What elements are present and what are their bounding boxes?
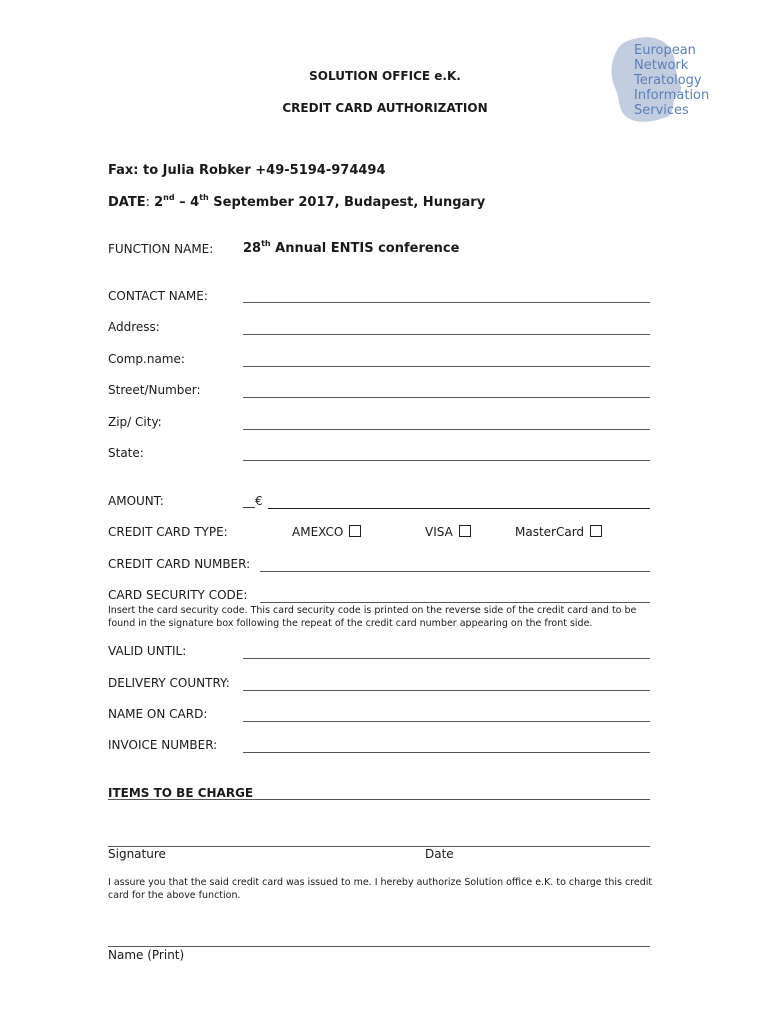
date-label: DATE [108,195,146,210]
amount-label: AMOUNT: [108,494,164,508]
contact-name-field[interactable] [243,302,650,303]
name-print-label: Name (Print) [108,948,185,962]
amount-field[interactable] [268,508,650,509]
invoice-number-label: INVOICE NUMBER: [108,738,218,752]
address-label: Address: [108,320,160,334]
zip-city-field[interactable] [243,429,650,430]
document-title: CREDIT CARD AUTHORIZATION [282,101,488,115]
name-on-card-label: NAME ON CARD: [108,707,208,721]
date-signature-label: Date [425,847,454,861]
comp-name-label: Comp.name: [108,352,185,366]
visa-label: VISA [425,525,453,539]
date-value: 2nd – 4th September 2017, Budapest, Hungary [154,193,486,210]
card-number-field[interactable] [260,571,650,572]
date-colon: : [145,195,150,210]
card-type-amex[interactable] [292,525,361,539]
logo-line-3: Teratology [634,73,702,88]
visa-checkbox[interactable] [459,525,471,537]
company-name: SOLUTION OFFICE e.K. [309,69,461,83]
amex-label: AMEXCO [292,525,344,539]
card-type-visa[interactable] [425,525,471,539]
logo-line-1: European [634,43,696,58]
function-name-value: 28th Annual ENTIS conference [243,239,460,256]
signature-label: Signature [108,847,166,861]
security-code-label: CARD SECURITY CODE: [108,588,248,602]
contact-name-label: CONTACT NAME: [108,289,208,303]
valid-until-label: VALID UNTIL: [108,644,187,658]
valid-until-field[interactable] [243,658,650,659]
security-code-note: Insert the card security code. This card security code is printed on the reverse side of the credit card and to be found in the signature box following the repeat of the credit card number appearing on the front side. [108,605,637,629]
street-field[interactable] [243,397,650,398]
function-name-label: FUNCTION NAME: [108,242,214,256]
logo-line-2: Network [634,58,689,73]
zip-city-label: Zip/ City: [108,415,162,429]
logo-line-4: Information [634,88,710,103]
comp-name-field[interactable] [243,366,650,367]
date-line [108,195,485,210]
state-label: State: [108,446,144,460]
card-number-label: CREDIT CARD NUMBER: [108,557,251,571]
delivery-country-field[interactable] [243,690,650,691]
street-label: Street/Number: [108,383,201,397]
authorization-statement: I assure you that the said credit card was issued to me. I hereby authorize Solution office e.K. to charge this credit card for the above function. [108,877,653,901]
invoice-number-field[interactable] [243,752,650,753]
name-on-card-field[interactable] [243,721,650,722]
items-heading-underline [108,799,650,800]
signature-field[interactable] [108,846,650,847]
logo-line-5: Services [634,103,689,118]
amex-checkbox[interactable] [349,525,361,537]
delivery-country-label: DELIVERY COUNTRY: [108,676,230,690]
state-field[interactable] [243,460,650,461]
name-print-field[interactable] [108,946,650,947]
mastercard-label: MasterCard [515,525,585,539]
items-heading: ITEMS TO BE CHARGE [108,786,254,800]
amount-currency: __€ [243,494,263,508]
address-field[interactable] [243,334,650,335]
card-type-mastercard[interactable] [515,525,602,539]
mastercard-checkbox[interactable] [590,525,602,537]
fax-line: Fax: to Julia Robker +49-5194-974494 [108,163,386,178]
security-code-field[interactable] [260,602,650,603]
card-type-label: CREDIT CARD TYPE: [108,525,228,539]
